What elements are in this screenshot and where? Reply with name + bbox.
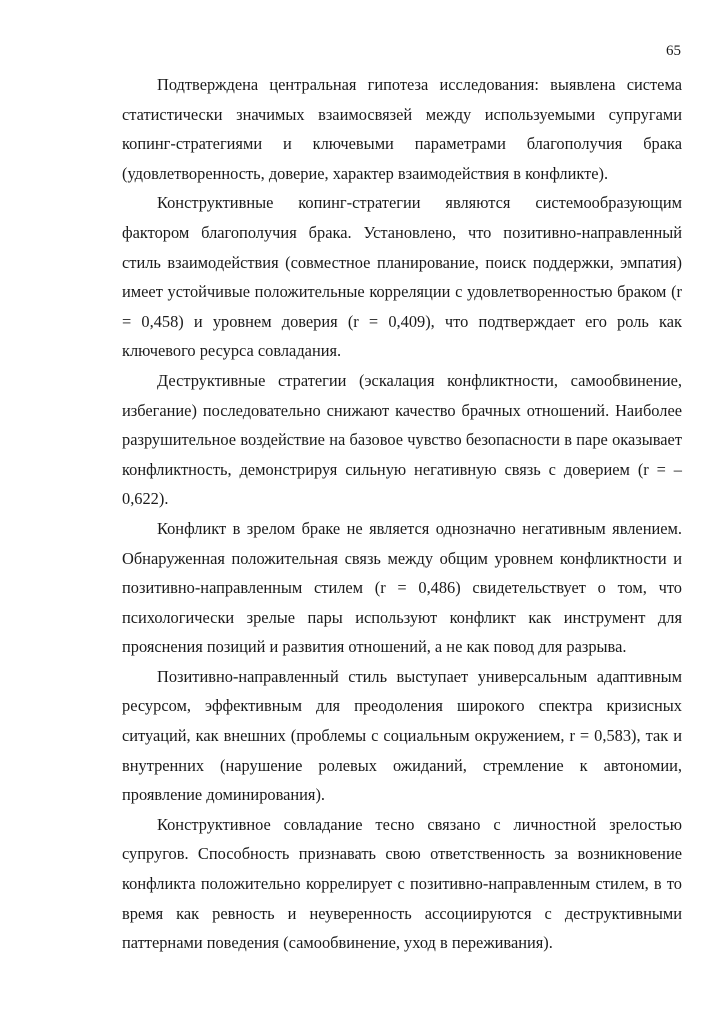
paragraph-personal-maturity: Конструктивное совладание тесно связано с личностной зрелостью супругов. Способность признавать свою ответственность за возникновение конфликта положительно коррелирует с позитивно-направленным стилем, в то время как ревность и неуверенность ассоциируются с деструктивными паттернами поведения (самообвинение, уход в переживания). [122,814,682,953]
paragraph-conflict: Конфликт в зрелом браке не является однозначно негативным явлением. Обнаруженная положительная связь между общим уровнем конфликтности и позитивно-направленным стилем (r = 0,486) свидетельствует о том, что психологически зрелые пары используют конфликт как инструмент для прояснения позиций и развития отношений, а не как повод для разрыва. [122,518,682,657]
paragraph-hypothesis: Подтверждена центральная гипотеза исследования: выявлена система статистически значимых взаимосвязей между используемыми супругами копинг-стратегиями и ключевыми параметрами благополучия брака (удовлетворенность, доверие, характер взаимодействия в конфликте). [122,75,682,183]
paragraph-constructive-strategies: Конструктивные копинг-стратегии являются системообразующим фактором благополучия брака. Установлено, что позитивно-направленный стиль взаимодействия (совместное планирование, поиск поддержки, эмпатия) имеет устойчивые положительные корреляции с удовлетворенностью браком (r = 0,458) и уровнем доверия (r = 0,409), что подтверждает его роль как ключевого ресурса совладания. [122,193,682,361]
paragraph-destructive-strategies: Деструктивные стратегии (эскалация конфликтности, самообвинение, избегание) последовательно снижают качество брачных отношений. Наиболее разрушительное воздействие на базовое чувство безопасности в паре оказывает конфликтность, демонстрируя сильную негативную связь с доверием (r = – 0,622). [122,370,682,509]
paragraph-positive-style: Позитивно-направленный стиль выступает универсальным адаптивным ресурсом, эффективным для преодоления широкого спектра кризисных ситуаций, как внешних (проблемы с социальным окружением, r = 0,583), так и внутренних (нарушение ролевых ожиданий, стремление к автономии, проявление доминирования). [122,666,682,805]
page-number: 65 [666,43,681,59]
body-text [122,70,682,958]
